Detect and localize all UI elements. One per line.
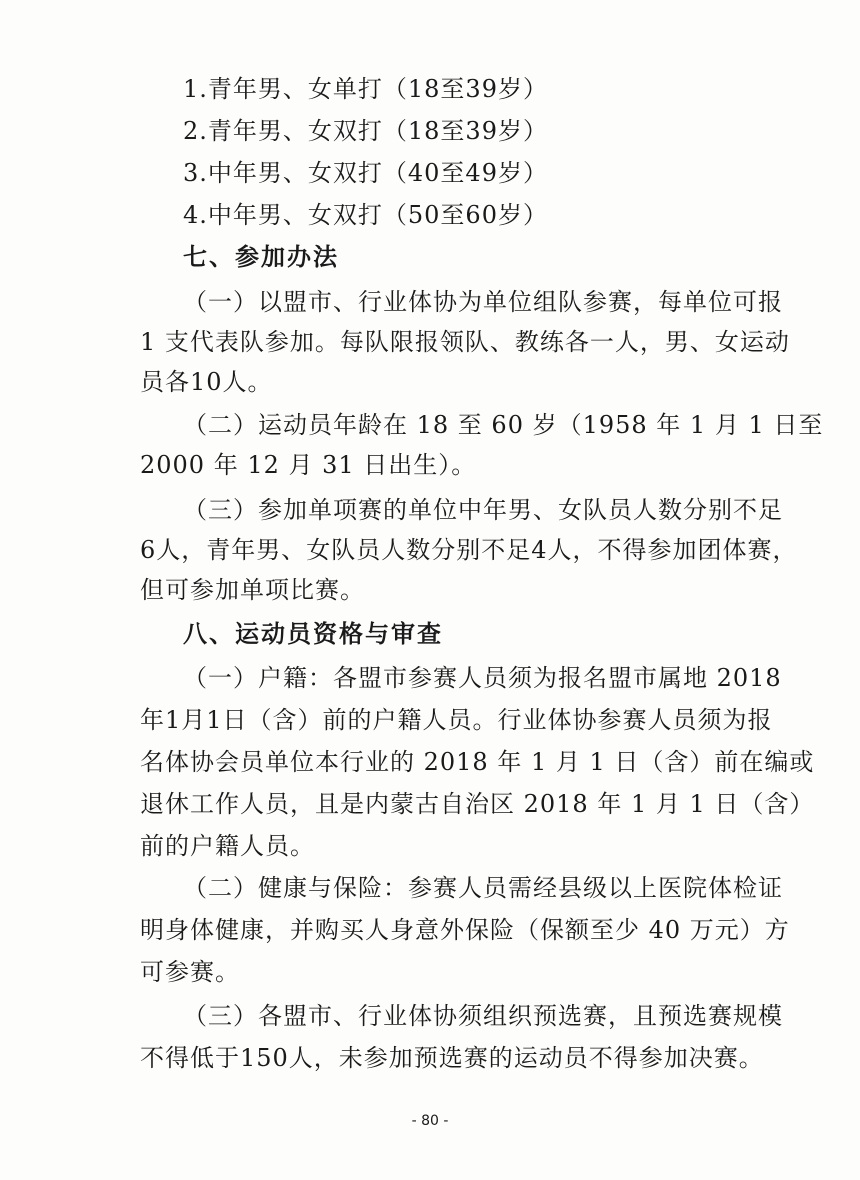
paragraph-line: 明身体健康，并购买人身意外保险（保额至少 40 万元）方 <box>140 916 790 944</box>
paragraph-line: （三）参加单项赛的单位中年男、女队员人数分别不足 <box>183 496 783 524</box>
list-item-3: 3.中年男、女双打（40至49岁） <box>183 159 548 187</box>
paragraph-line: 2000 年 12 月 31 日出生）。 <box>140 451 477 479</box>
paragraph-line: （三）各盟市、行业体协须组织预选赛，且预选赛规模 <box>183 1002 783 1030</box>
section-heading-eight: 八、运动员资格与审查 <box>183 620 443 648</box>
paragraph-line: 退休工作人员，且是内蒙古自治区 2018 年 1 月 1 日（含） <box>140 790 815 818</box>
paragraph-line: 名体协会员单位本行业的 2018 年 1 月 1 日（含）前在编或 <box>140 748 815 776</box>
paragraph-line: 不得低于150人，未参加预选赛的运动员不得参加决赛。 <box>140 1044 764 1072</box>
paragraph-line: 年1月1日（含）前的户籍人员。行业体协参赛人员须为报 <box>140 706 773 734</box>
page-number: - 80 - <box>411 1113 449 1129</box>
paragraph-line: 6人，青年男、女队员人数分别不足4人，不得参加团体赛， <box>140 536 798 564</box>
list-item-4: 4.中年男、女双打（50至60岁） <box>183 201 548 229</box>
paragraph-line: （一）户籍：各盟市参赛人员须为报名盟市属地 2018 <box>183 664 782 692</box>
paragraph-line: （一）以盟市、行业体协为单位组队参赛，每单位可报 <box>183 288 783 316</box>
section-heading-seven: 七、参加办法 <box>183 243 339 271</box>
paragraph-line: （二）健康与保险：参赛人员需经县级以上医院体检证 <box>183 874 783 902</box>
paragraph-line: 前的户籍人员。 <box>140 832 315 860</box>
paragraph-line: （二）运动员年龄在 18 至 60 岁（1958 年 1 月 1 日至 <box>183 411 824 439</box>
list-item-1: 1.青年男、女单打（18至39岁） <box>183 75 548 103</box>
list-item-2: 2.青年男、女双打（18至39岁） <box>183 117 548 145</box>
paragraph-line: 但可参加单项比赛。 <box>140 576 365 604</box>
paragraph-line: 员各10人。 <box>140 368 273 396</box>
paragraph-line: 1 支代表队参加。每队限报领队、教练各一人，男、女运动 <box>140 328 790 356</box>
paragraph-line: 可参赛。 <box>140 958 240 986</box>
